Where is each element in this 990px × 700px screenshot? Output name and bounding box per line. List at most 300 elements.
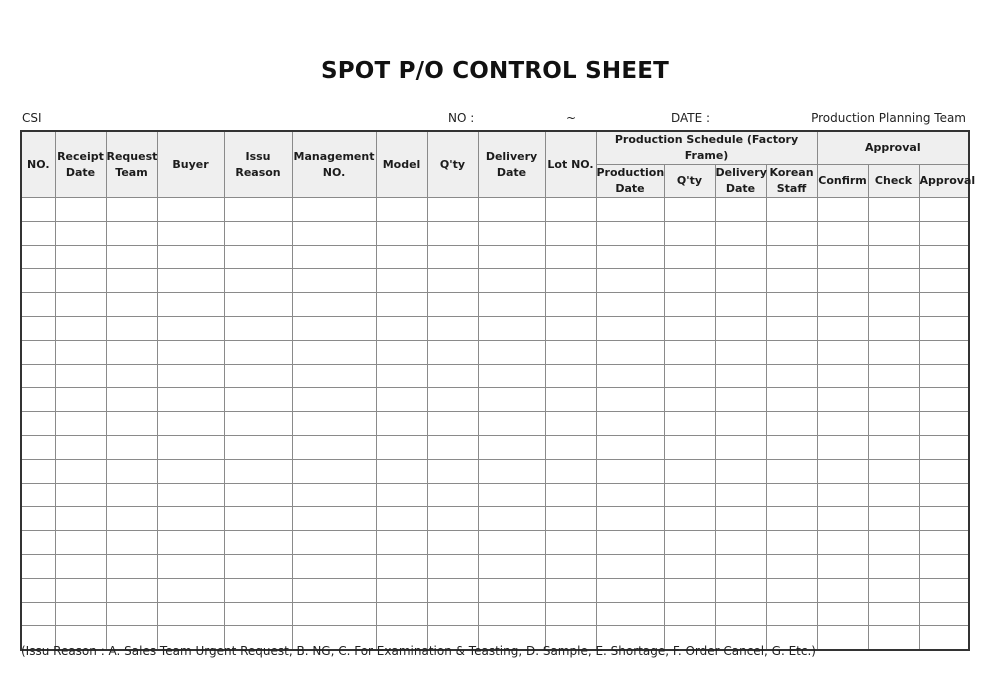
table-cell[interactable] — [817, 507, 868, 531]
table-cell[interactable] — [478, 435, 545, 459]
table-cell[interactable] — [106, 364, 157, 388]
table-cell[interactable] — [157, 531, 224, 555]
table-cell[interactable] — [376, 531, 427, 555]
table-cell[interactable] — [55, 269, 106, 293]
table-cell[interactable] — [292, 198, 376, 222]
table-cell[interactable] — [21, 554, 55, 578]
table-cell[interactable] — [817, 435, 868, 459]
table-cell[interactable] — [55, 578, 106, 602]
table-cell[interactable] — [596, 554, 664, 578]
table-cell[interactable] — [664, 221, 715, 245]
table-cell[interactable] — [868, 388, 919, 412]
table-cell[interactable] — [376, 602, 427, 626]
table-cell[interactable] — [157, 459, 224, 483]
table-cell[interactable] — [224, 388, 292, 412]
table-cell[interactable] — [545, 269, 596, 293]
table-cell[interactable] — [292, 364, 376, 388]
table-cell[interactable] — [596, 412, 664, 436]
table-cell[interactable] — [545, 340, 596, 364]
table-cell[interactable] — [715, 293, 766, 317]
table-cell[interactable] — [106, 245, 157, 269]
table-cell[interactable] — [766, 340, 817, 364]
table-cell[interactable] — [21, 602, 55, 626]
table-cell[interactable] — [376, 459, 427, 483]
table-cell[interactable] — [21, 198, 55, 222]
table-cell[interactable] — [919, 364, 969, 388]
table-cell[interactable] — [545, 531, 596, 555]
table-cell[interactable] — [106, 269, 157, 293]
table-cell[interactable] — [664, 507, 715, 531]
table-cell[interactable] — [224, 293, 292, 317]
table-cell[interactable] — [427, 507, 478, 531]
table-cell[interactable] — [157, 293, 224, 317]
table-cell[interactable] — [157, 340, 224, 364]
table-cell[interactable] — [478, 245, 545, 269]
table-cell[interactable] — [21, 293, 55, 317]
table-cell[interactable] — [157, 412, 224, 436]
table-cell[interactable] — [664, 316, 715, 340]
table-cell[interactable] — [919, 507, 969, 531]
table-cell[interactable] — [596, 269, 664, 293]
table-cell[interactable] — [596, 459, 664, 483]
table-cell[interactable] — [292, 531, 376, 555]
table-cell[interactable] — [664, 269, 715, 293]
table-cell[interactable] — [224, 269, 292, 293]
table-cell[interactable] — [715, 435, 766, 459]
table-cell[interactable] — [664, 388, 715, 412]
table-cell[interactable] — [664, 483, 715, 507]
table-cell[interactable] — [596, 364, 664, 388]
table-cell[interactable] — [715, 221, 766, 245]
table-cell[interactable] — [766, 221, 817, 245]
table-cell[interactable] — [292, 578, 376, 602]
table-cell[interactable] — [596, 578, 664, 602]
table-cell[interactable] — [106, 388, 157, 412]
table-cell[interactable] — [55, 316, 106, 340]
table-cell[interactable] — [715, 554, 766, 578]
table-cell[interactable] — [664, 245, 715, 269]
table-cell[interactable] — [817, 293, 868, 317]
table-cell[interactable] — [596, 340, 664, 364]
table-cell[interactable] — [106, 293, 157, 317]
table-cell[interactable] — [715, 269, 766, 293]
table-cell[interactable] — [478, 364, 545, 388]
table-cell[interactable] — [55, 435, 106, 459]
table-cell[interactable] — [376, 483, 427, 507]
table-cell[interactable] — [224, 578, 292, 602]
table-cell[interactable] — [817, 483, 868, 507]
table-cell[interactable] — [427, 245, 478, 269]
table-cell[interactable] — [545, 245, 596, 269]
table-cell[interactable] — [766, 531, 817, 555]
table-cell[interactable] — [376, 388, 427, 412]
table-cell[interactable] — [919, 554, 969, 578]
table-cell[interactable] — [478, 459, 545, 483]
table-cell[interactable] — [157, 554, 224, 578]
table-cell[interactable] — [545, 364, 596, 388]
table-cell[interactable] — [292, 316, 376, 340]
table-cell[interactable] — [817, 531, 868, 555]
table-cell[interactable] — [21, 507, 55, 531]
table-cell[interactable] — [596, 507, 664, 531]
table-cell[interactable] — [106, 221, 157, 245]
table-cell[interactable] — [919, 221, 969, 245]
table-cell[interactable] — [292, 554, 376, 578]
table-cell[interactable] — [21, 388, 55, 412]
table-cell[interactable] — [55, 412, 106, 436]
table-cell[interactable] — [919, 435, 969, 459]
table-cell[interactable] — [817, 316, 868, 340]
table-cell[interactable] — [919, 269, 969, 293]
table-cell[interactable] — [106, 578, 157, 602]
table-cell[interactable] — [545, 198, 596, 222]
table-cell[interactable] — [868, 269, 919, 293]
table-cell[interactable] — [478, 269, 545, 293]
table-cell[interactable] — [376, 293, 427, 317]
table-cell[interactable] — [376, 412, 427, 436]
table-cell[interactable] — [427, 459, 478, 483]
table-cell[interactable] — [157, 221, 224, 245]
table-cell[interactable] — [427, 531, 478, 555]
table-cell[interactable] — [55, 554, 106, 578]
table-cell[interactable] — [157, 483, 224, 507]
table-cell[interactable] — [157, 435, 224, 459]
table-cell[interactable] — [292, 459, 376, 483]
table-cell[interactable] — [55, 221, 106, 245]
table-cell[interactable] — [157, 245, 224, 269]
table-cell[interactable] — [766, 245, 817, 269]
table-cell[interactable] — [21, 483, 55, 507]
table-cell[interactable] — [868, 602, 919, 626]
table-cell[interactable] — [817, 578, 868, 602]
table-cell[interactable] — [478, 602, 545, 626]
table-cell[interactable] — [427, 198, 478, 222]
table-cell[interactable] — [715, 578, 766, 602]
table-cell[interactable] — [106, 507, 157, 531]
table-cell[interactable] — [224, 602, 292, 626]
table-cell[interactable] — [21, 578, 55, 602]
table-cell[interactable] — [55, 507, 106, 531]
table-cell[interactable] — [868, 626, 919, 650]
table-cell[interactable] — [919, 459, 969, 483]
table-cell[interactable] — [478, 554, 545, 578]
table-cell[interactable] — [478, 388, 545, 412]
table-cell[interactable] — [919, 245, 969, 269]
table-cell[interactable] — [817, 221, 868, 245]
table-cell[interactable] — [292, 435, 376, 459]
table-cell[interactable] — [157, 578, 224, 602]
table-cell[interactable] — [664, 459, 715, 483]
table-cell[interactable] — [596, 602, 664, 626]
table-cell[interactable] — [919, 483, 969, 507]
table-cell[interactable] — [715, 483, 766, 507]
table-cell[interactable] — [664, 531, 715, 555]
table-cell[interactable] — [868, 435, 919, 459]
table-cell[interactable] — [106, 531, 157, 555]
table-cell[interactable] — [715, 316, 766, 340]
table-cell[interactable] — [715, 602, 766, 626]
table-cell[interactable] — [427, 221, 478, 245]
table-cell[interactable] — [868, 198, 919, 222]
table-cell[interactable] — [715, 340, 766, 364]
table-cell[interactable] — [919, 531, 969, 555]
table-cell[interactable] — [766, 269, 817, 293]
table-cell[interactable] — [427, 316, 478, 340]
table-cell[interactable] — [376, 507, 427, 531]
table-cell[interactable] — [427, 435, 478, 459]
table-cell[interactable] — [427, 293, 478, 317]
table-cell[interactable] — [664, 602, 715, 626]
table-cell[interactable] — [919, 340, 969, 364]
table-cell[interactable] — [55, 459, 106, 483]
table-cell[interactable] — [664, 435, 715, 459]
table-cell[interactable] — [157, 364, 224, 388]
table-cell[interactable] — [427, 340, 478, 364]
table-cell[interactable] — [868, 293, 919, 317]
table-cell[interactable] — [596, 316, 664, 340]
table-cell[interactable] — [478, 221, 545, 245]
table-cell[interactable] — [427, 602, 478, 626]
table-cell[interactable] — [55, 531, 106, 555]
table-cell[interactable] — [715, 198, 766, 222]
table-cell[interactable] — [106, 602, 157, 626]
table-cell[interactable] — [478, 340, 545, 364]
table-cell[interactable] — [21, 435, 55, 459]
table-cell[interactable] — [292, 412, 376, 436]
table-cell[interactable] — [106, 340, 157, 364]
table-cell[interactable] — [919, 198, 969, 222]
table-cell[interactable] — [376, 198, 427, 222]
table-cell[interactable] — [376, 245, 427, 269]
table-cell[interactable] — [664, 340, 715, 364]
table-cell[interactable] — [545, 578, 596, 602]
table-cell[interactable] — [292, 269, 376, 293]
table-cell[interactable] — [868, 245, 919, 269]
table-cell[interactable] — [106, 459, 157, 483]
table-cell[interactable] — [55, 293, 106, 317]
table-cell[interactable] — [545, 316, 596, 340]
table-cell[interactable] — [817, 388, 868, 412]
table-cell[interactable] — [376, 269, 427, 293]
table-cell[interactable] — [868, 483, 919, 507]
table-cell[interactable] — [292, 507, 376, 531]
table-cell[interactable] — [766, 412, 817, 436]
table-cell[interactable] — [106, 483, 157, 507]
table-cell[interactable] — [21, 340, 55, 364]
table-cell[interactable] — [868, 221, 919, 245]
table-cell[interactable] — [664, 578, 715, 602]
table-cell[interactable] — [817, 459, 868, 483]
table-cell[interactable] — [478, 578, 545, 602]
table-cell[interactable] — [919, 316, 969, 340]
table-cell[interactable] — [55, 388, 106, 412]
table-cell[interactable] — [919, 626, 969, 650]
table-cell[interactable] — [664, 293, 715, 317]
table-cell[interactable] — [427, 483, 478, 507]
table-cell[interactable] — [224, 198, 292, 222]
table-cell[interactable] — [545, 459, 596, 483]
table-cell[interactable] — [21, 412, 55, 436]
table-cell[interactable] — [766, 507, 817, 531]
table-cell[interactable] — [106, 316, 157, 340]
table-cell[interactable] — [596, 388, 664, 412]
table-cell[interactable] — [478, 507, 545, 531]
table-cell[interactable] — [55, 245, 106, 269]
table-cell[interactable] — [919, 293, 969, 317]
table-cell[interactable] — [21, 364, 55, 388]
table-cell[interactable] — [817, 602, 868, 626]
table-cell[interactable] — [224, 507, 292, 531]
table-cell[interactable] — [817, 554, 868, 578]
table-cell[interactable] — [868, 412, 919, 436]
table-cell[interactable] — [224, 554, 292, 578]
table-cell[interactable] — [106, 198, 157, 222]
table-cell[interactable] — [766, 435, 817, 459]
table-cell[interactable] — [766, 388, 817, 412]
table-cell[interactable] — [106, 554, 157, 578]
table-cell[interactable] — [292, 245, 376, 269]
table-cell[interactable] — [817, 340, 868, 364]
table-cell[interactable] — [817, 626, 868, 650]
table-cell[interactable] — [766, 602, 817, 626]
table-cell[interactable] — [545, 412, 596, 436]
table-cell[interactable] — [376, 364, 427, 388]
table-cell[interactable] — [664, 554, 715, 578]
table-cell[interactable] — [292, 483, 376, 507]
table-cell[interactable] — [919, 578, 969, 602]
table-cell[interactable] — [427, 388, 478, 412]
table-cell[interactable] — [868, 364, 919, 388]
table-cell[interactable] — [868, 531, 919, 555]
table-cell[interactable] — [596, 293, 664, 317]
table-cell[interactable] — [224, 316, 292, 340]
table-cell[interactable] — [157, 602, 224, 626]
table-cell[interactable] — [715, 364, 766, 388]
table-cell[interactable] — [376, 221, 427, 245]
table-cell[interactable] — [224, 340, 292, 364]
table-cell[interactable] — [21, 245, 55, 269]
table-cell[interactable] — [427, 554, 478, 578]
table-cell[interactable] — [106, 435, 157, 459]
table-cell[interactable] — [596, 531, 664, 555]
table-cell[interactable] — [478, 412, 545, 436]
table-cell[interactable] — [292, 602, 376, 626]
table-cell[interactable] — [224, 483, 292, 507]
table-cell[interactable] — [157, 269, 224, 293]
table-cell[interactable] — [715, 459, 766, 483]
table-cell[interactable] — [596, 198, 664, 222]
table-cell[interactable] — [766, 578, 817, 602]
table-cell[interactable] — [376, 435, 427, 459]
table-cell[interactable] — [427, 364, 478, 388]
table-cell[interactable] — [817, 269, 868, 293]
table-cell[interactable] — [21, 316, 55, 340]
table-cell[interactable] — [545, 293, 596, 317]
table-cell[interactable] — [868, 340, 919, 364]
table-cell[interactable] — [817, 364, 868, 388]
table-cell[interactable] — [224, 412, 292, 436]
table-cell[interactable] — [55, 483, 106, 507]
table-cell[interactable] — [478, 316, 545, 340]
table-cell[interactable] — [766, 483, 817, 507]
table-cell[interactable] — [427, 412, 478, 436]
table-cell[interactable] — [292, 388, 376, 412]
table-cell[interactable] — [596, 435, 664, 459]
table-cell[interactable] — [292, 221, 376, 245]
table-cell[interactable] — [224, 459, 292, 483]
table-cell[interactable] — [224, 364, 292, 388]
table-cell[interactable] — [376, 578, 427, 602]
table-cell[interactable] — [376, 340, 427, 364]
table-cell[interactable] — [478, 293, 545, 317]
table-cell[interactable] — [596, 483, 664, 507]
table-cell[interactable] — [545, 554, 596, 578]
table-cell[interactable] — [157, 316, 224, 340]
table-cell[interactable] — [55, 340, 106, 364]
table-cell[interactable] — [715, 412, 766, 436]
table-cell[interactable] — [545, 507, 596, 531]
table-cell[interactable] — [224, 245, 292, 269]
table-cell[interactable] — [715, 388, 766, 412]
table-cell[interactable] — [21, 459, 55, 483]
table-cell[interactable] — [545, 221, 596, 245]
table-cell[interactable] — [664, 412, 715, 436]
table-cell[interactable] — [817, 245, 868, 269]
table-cell[interactable] — [545, 602, 596, 626]
table-cell[interactable] — [868, 578, 919, 602]
table-cell[interactable] — [868, 554, 919, 578]
table-cell[interactable] — [596, 245, 664, 269]
table-cell[interactable] — [766, 554, 817, 578]
table-cell[interactable] — [224, 531, 292, 555]
table-cell[interactable] — [478, 198, 545, 222]
table-cell[interactable] — [55, 364, 106, 388]
table-cell[interactable] — [868, 459, 919, 483]
table-cell[interactable] — [817, 412, 868, 436]
table-cell[interactable] — [919, 412, 969, 436]
table-cell[interactable] — [157, 198, 224, 222]
table-cell[interactable] — [55, 602, 106, 626]
table-cell[interactable] — [766, 316, 817, 340]
table-cell[interactable] — [478, 531, 545, 555]
table-cell[interactable] — [664, 198, 715, 222]
table-cell[interactable] — [224, 435, 292, 459]
table-cell[interactable] — [478, 483, 545, 507]
table-cell[interactable] — [157, 507, 224, 531]
table-cell[interactable] — [106, 412, 157, 436]
table-cell[interactable] — [157, 388, 224, 412]
table-cell[interactable] — [919, 602, 969, 626]
table-cell[interactable] — [664, 364, 715, 388]
table-cell[interactable] — [766, 364, 817, 388]
table-cell[interactable] — [376, 554, 427, 578]
table-cell[interactable] — [596, 221, 664, 245]
table-cell[interactable] — [427, 578, 478, 602]
table-cell[interactable] — [766, 198, 817, 222]
table-cell[interactable] — [715, 507, 766, 531]
table-cell[interactable] — [766, 293, 817, 317]
table-cell[interactable] — [545, 435, 596, 459]
table-cell[interactable] — [766, 459, 817, 483]
table-cell[interactable] — [292, 340, 376, 364]
table-cell[interactable] — [292, 293, 376, 317]
table-cell[interactable] — [868, 507, 919, 531]
table-cell[interactable] — [21, 269, 55, 293]
table-cell[interactable] — [21, 221, 55, 245]
table-cell[interactable] — [427, 269, 478, 293]
table-cell[interactable] — [224, 221, 292, 245]
table-cell[interactable] — [817, 198, 868, 222]
